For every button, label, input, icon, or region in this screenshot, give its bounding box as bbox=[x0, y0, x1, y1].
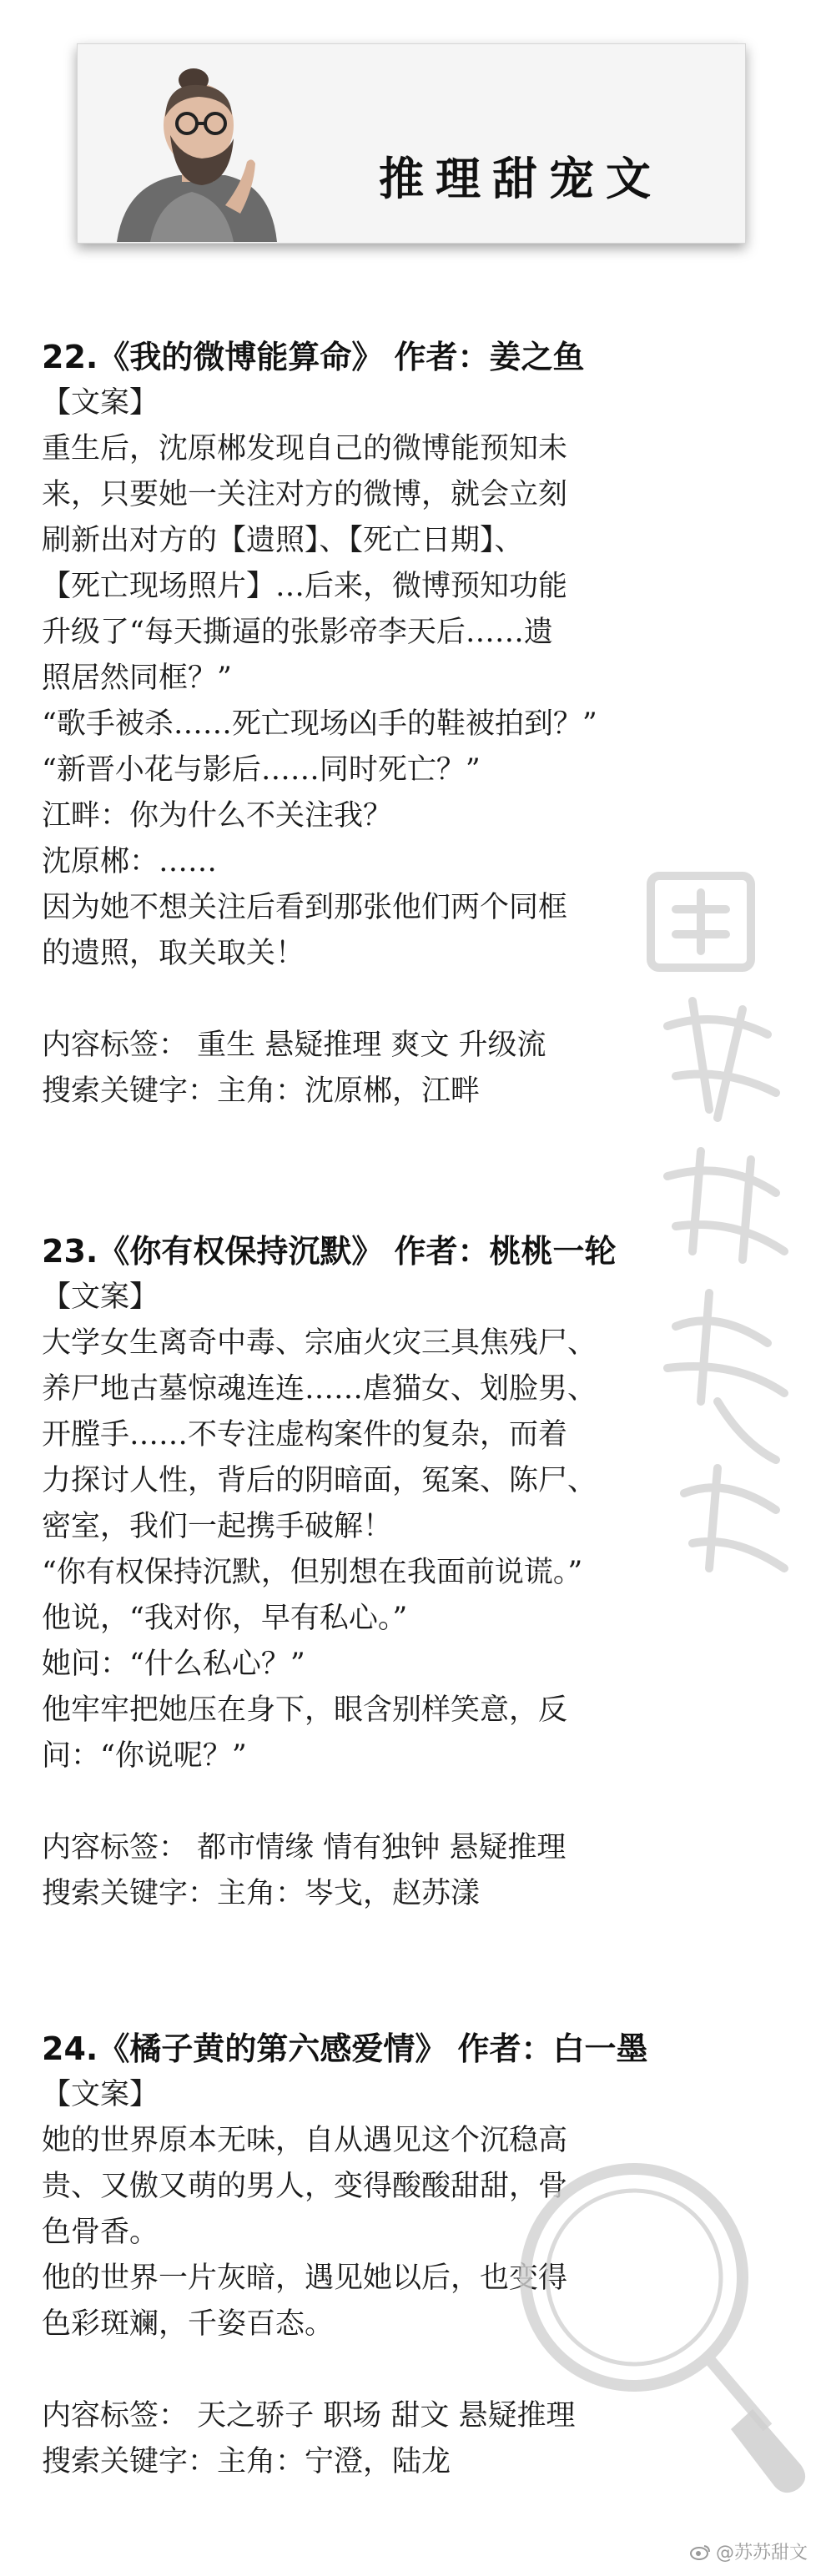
weibo-watermark bbox=[689, 2538, 808, 2564]
text-line: 来，只要她一关注对方的微博，就会立刻 bbox=[42, 478, 568, 511]
text-line: 重生后，沈原郴发现自己的微博能预知未 bbox=[42, 432, 568, 465]
text-line: “新晋小花与影后……同时死亡？” bbox=[42, 753, 481, 787]
weibo-icon bbox=[689, 2543, 711, 2560]
text-line: 【文案】 bbox=[42, 2078, 159, 2111]
spacer bbox=[42, 2347, 809, 2393]
text-line: 他说，“我对你，早有私心。” bbox=[42, 1602, 408, 1635]
text-line: 照居然同框？” bbox=[42, 662, 232, 695]
content-tags: 内容标签： 天之骄子 职场 甜文 悬疑推理 bbox=[42, 2399, 576, 2433]
text-line: 江畔：你为什么不关注我？ bbox=[42, 799, 393, 833]
text-line: “你有权保持沉默，但别想在我面前说谎。” bbox=[42, 1556, 583, 1589]
text-line: 开膛手……不专注虚构案件的复杂，而着 bbox=[42, 1418, 568, 1452]
text-line: 色彩斑斓，千姿百态。 bbox=[42, 2307, 335, 2341]
text-line: 他牢牢把她压在身下，眼含别样笑意，反 bbox=[42, 1693, 568, 1727]
book-entry-22 bbox=[42, 334, 809, 1114]
book-entry-23 bbox=[42, 1228, 809, 1917]
text-line: 问：“你说呢？” bbox=[42, 1739, 247, 1773]
text-line: 她问：“什么私心？” bbox=[42, 1648, 305, 1681]
book-title: 23.《你有权保持沉默》 作者：桃桃一轮 bbox=[42, 1233, 617, 1270]
text-line: 【文案】 bbox=[42, 1280, 159, 1314]
text-line: 【死亡现场照片】…后来，微博预知功能 bbox=[42, 570, 568, 603]
text-line: 养尸地古墓惊魂连连……虐猫女、划脸男、 bbox=[42, 1372, 597, 1406]
text-line: 因为她不想关注后看到那张他们两个同框 bbox=[42, 891, 568, 924]
text-line: “歌手被杀……死亡现场凶手的鞋被拍到？” bbox=[42, 707, 597, 741]
page-title: 推理甜宠文 bbox=[379, 153, 662, 205]
bearded-man-illustration bbox=[100, 58, 284, 242]
text-line: 大学女生离奇中毒、宗庙火灾三具焦残尸、 bbox=[42, 1326, 597, 1360]
text-line: 贵、又傲又萌的男人，变得酸酸甜甜，骨 bbox=[42, 2170, 568, 2203]
text-line: 他的世界一片灰暗，遇见她以后，也变得 bbox=[42, 2262, 568, 2295]
search-keywords: 搜索关键字：主角：岑戈，赵苏漾 bbox=[42, 1877, 481, 1910]
text-line: 她的世界原本无味，自从遇见这个沉稳高 bbox=[42, 2124, 568, 2157]
header-banner bbox=[77, 43, 746, 244]
book-title: 22.《我的微博能算命》 作者：姜之鱼 bbox=[42, 339, 585, 375]
weibo-handle: @苏苏甜文 bbox=[715, 2543, 808, 2563]
spacer bbox=[42, 1779, 809, 1825]
text-line: 刷新出对方的【遗照】、【死亡日期】、 bbox=[42, 524, 524, 557]
search-keywords: 搜索关键字：主角：宁澄，陆龙 bbox=[42, 2445, 451, 2478]
text-line: 力探讨人性，背后的阴暗面，冤案、陈尸、 bbox=[42, 1464, 597, 1497]
text-line: 升级了“每天撕逼的张影帝李天后……遗 bbox=[42, 616, 553, 649]
book-entry-24 bbox=[42, 2025, 809, 2485]
content-tags: 内容标签： 重生 悬疑推理 爽文 升级流 bbox=[42, 1029, 546, 1062]
text-line: 密室，我们一起携手破解！ bbox=[42, 1510, 393, 1543]
text-line: 的遗照，取关取关！ bbox=[42, 937, 305, 970]
spacer bbox=[42, 977, 809, 1023]
search-keywords: 搜索关键字：主角：沈原郴，江畔 bbox=[42, 1074, 481, 1108]
book-title: 24.《橘子黄的第六感爱情》 作者：白一墨 bbox=[42, 2030, 648, 2067]
text-line: 【文案】 bbox=[42, 386, 159, 420]
text-line: 色骨香。 bbox=[42, 2216, 159, 2249]
text-line: 沈原郴：…… bbox=[42, 845, 218, 878]
content-tags: 内容标签： 都市情缘 情有独钟 悬疑推理 bbox=[42, 1831, 567, 1864]
